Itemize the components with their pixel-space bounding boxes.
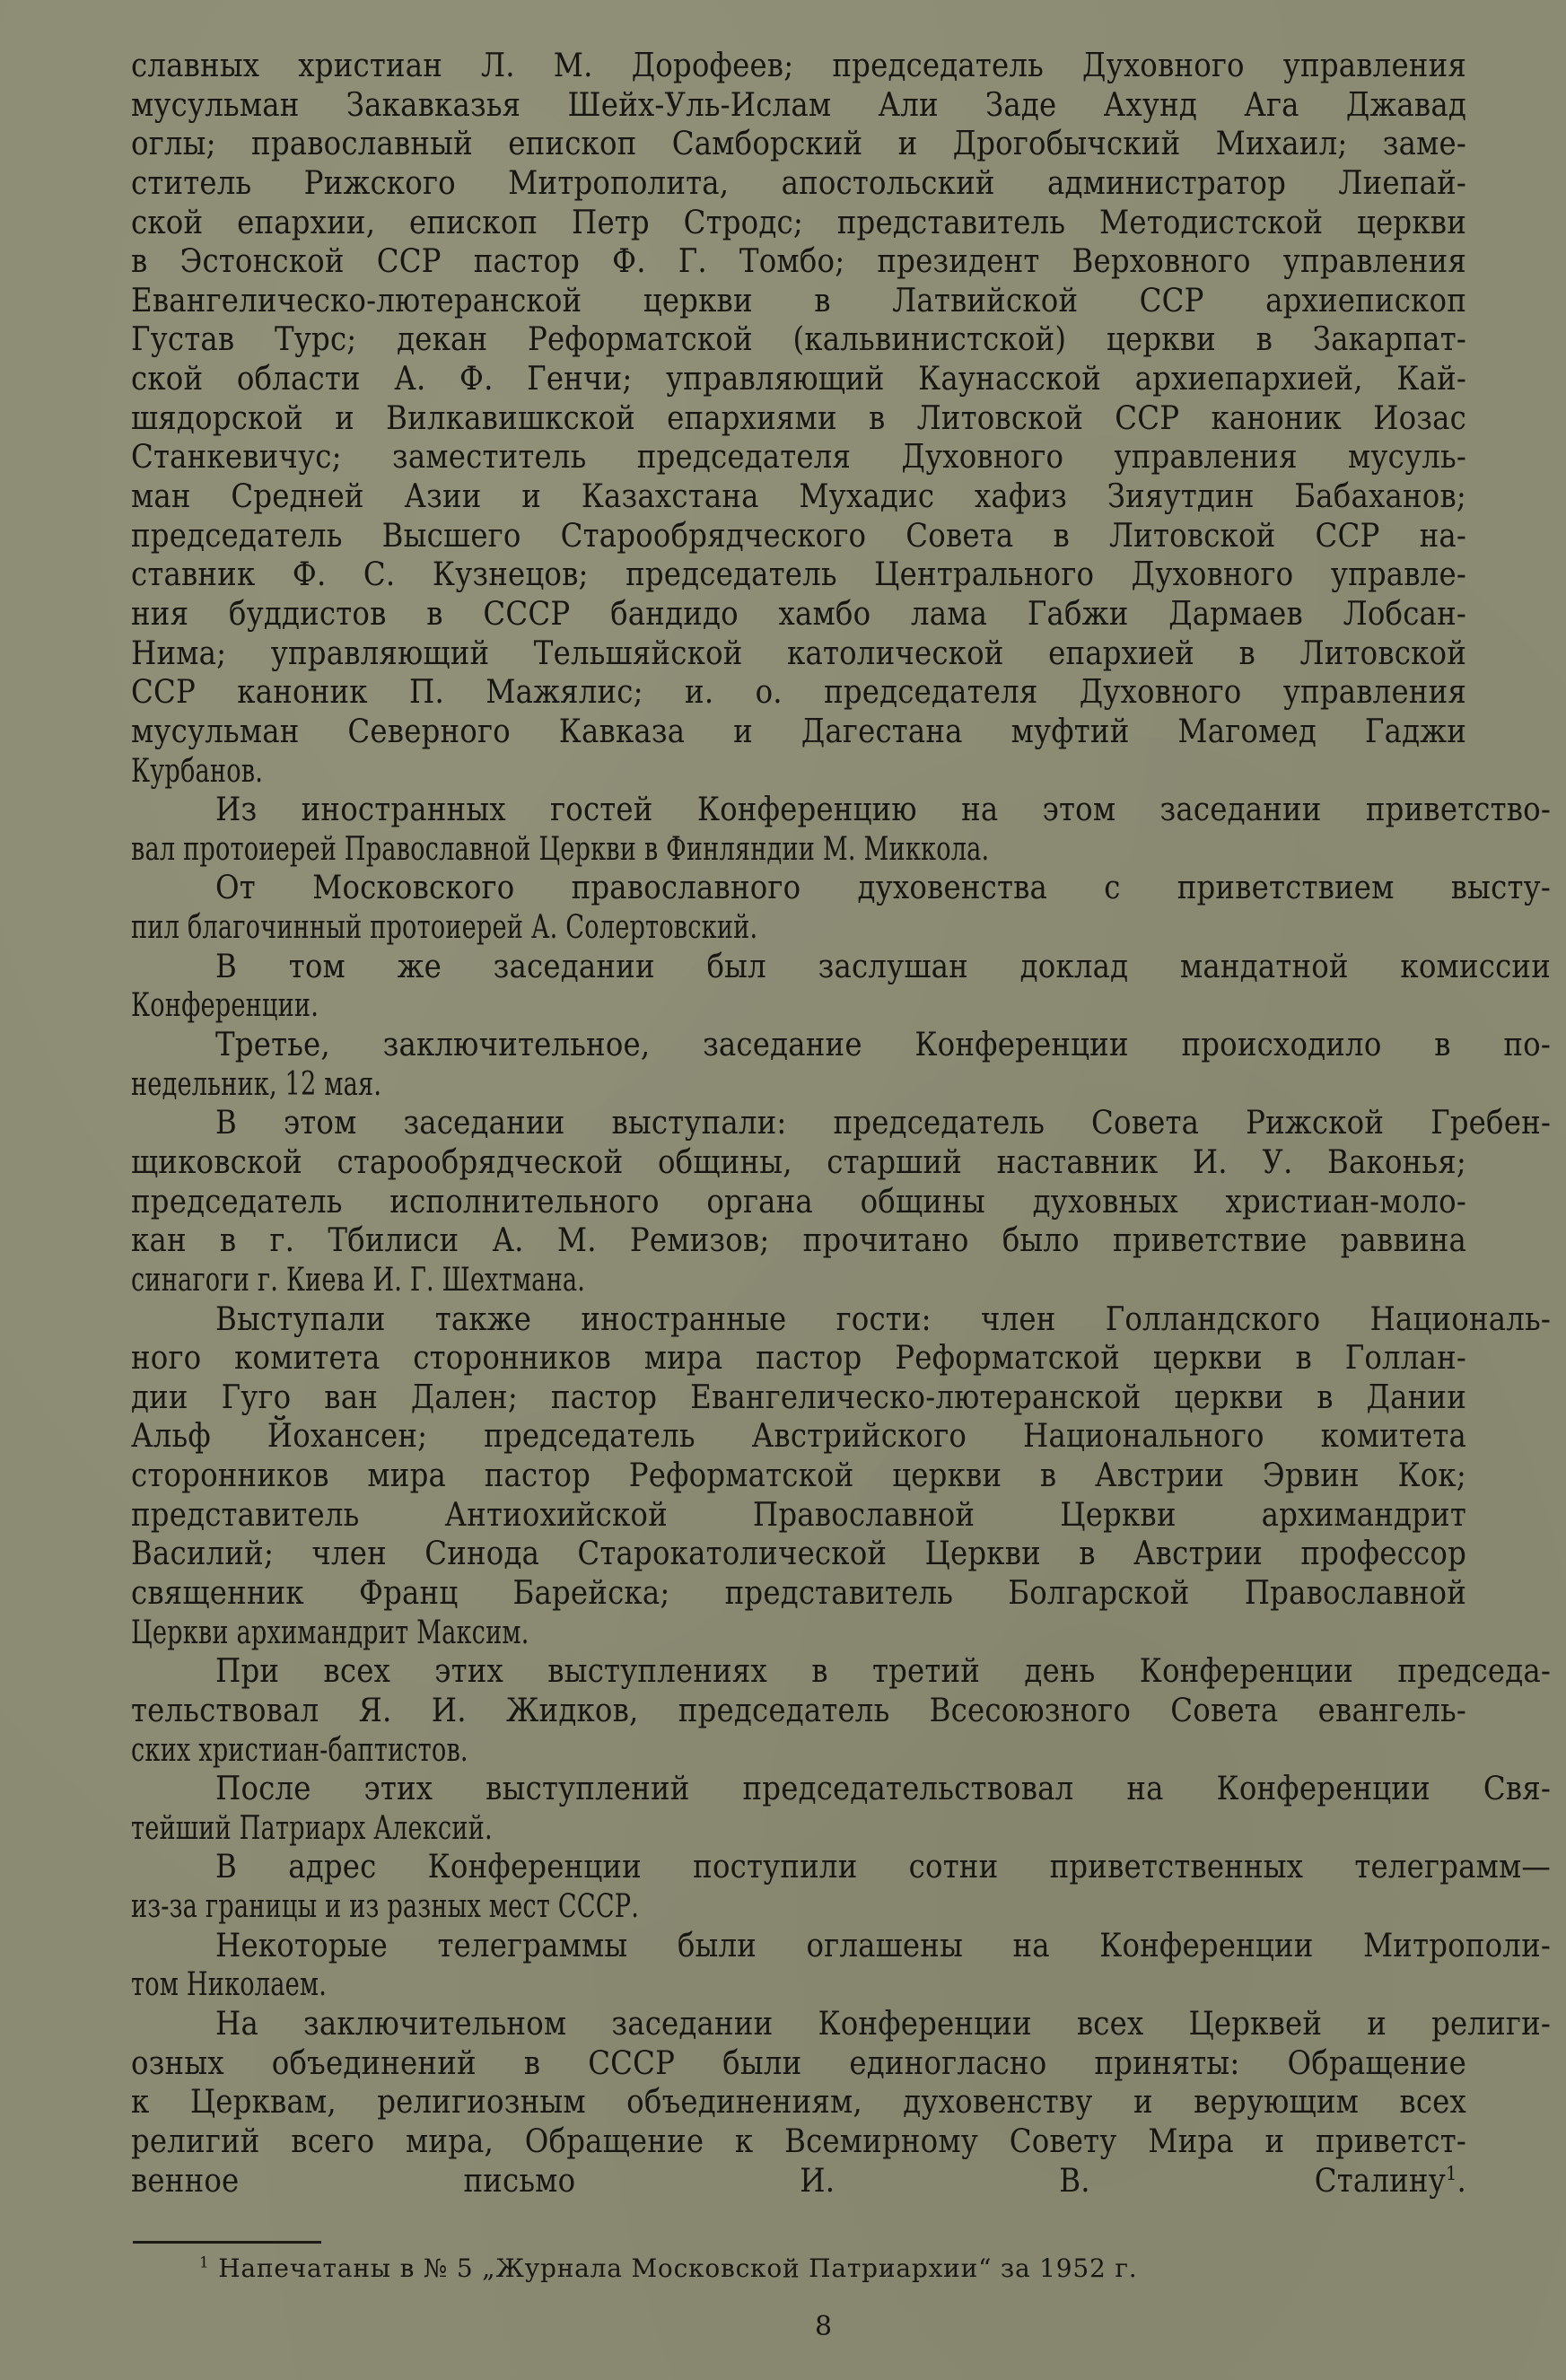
text-line <box>131 204 1466 243</box>
footnote-text: Напечатаны в № 5 „Журнала Московской Патриархии“ за 1952 г. <box>218 2253 1138 2283</box>
text-line <box>131 1614 1466 1653</box>
period: . <box>1457 2162 1466 2200</box>
text-line <box>131 752 1466 792</box>
text-line <box>131 47 1466 86</box>
text-line <box>131 242 1466 282</box>
text-line <box>131 282 1466 321</box>
text-line <box>131 1417 1466 1457</box>
text-line <box>131 830 1466 870</box>
footnote-marker: 1 <box>199 2253 210 2271</box>
text-line <box>131 477 1466 517</box>
line-text: недельник, 12 мая. <box>131 1065 382 1103</box>
paragraph-first-line <box>131 1927 1551 1966</box>
line-text: дии Гуго ван Дален; пастор Евангелическо-лютеранской церкви в Дании <box>131 1378 1466 1416</box>
line-text: из-за границы и из разных мест СССР. <box>131 1888 640 1926</box>
line-text: ного комитета сторонников мира пастор Реформатской церкви в Голлан- <box>131 1340 1466 1378</box>
text-line <box>131 1378 1466 1418</box>
text-line <box>131 1143 1466 1183</box>
line-text: председатель Высшего Старообрядческого Совета в Литовской ССР на- <box>131 517 1466 555</box>
text-line <box>131 2083 1466 2122</box>
paragraph-first-line <box>131 1104 1551 1143</box>
line-text: Церкви архимандрит Максим. <box>131 1614 529 1651</box>
paragraph-first-line <box>131 869 1551 908</box>
text-line <box>131 1731 1466 1771</box>
line-text: После этих выступлений председательствовал на Конференции Свя- <box>215 1771 1551 1808</box>
text-line <box>131 125 1466 164</box>
line-text: Станкевичус; заместитель председателя Духовного управления мусуль- <box>131 439 1466 477</box>
line-text: щиковской старообрядческой общины, старший наставник И. У. Ваконья; <box>131 1143 1466 1181</box>
text-line <box>131 1065 1466 1105</box>
text-line <box>131 1965 1466 2005</box>
text-line <box>131 1221 1466 1261</box>
text-line <box>131 595 1466 634</box>
text-line <box>131 1183 1466 1222</box>
line-text: Альф Йохансен; председатель Австрийского Национального комитета <box>131 1418 1466 1456</box>
text-line <box>131 517 1466 556</box>
line-text: ССР каноник П. Мажялис; и. о. председателя Духовного управления <box>131 674 1466 712</box>
line-text: кан в г. Тбилиси А. М. Ремизов; прочитано было приветствие раввина <box>131 1222 1466 1260</box>
line-text: Нима; управляющий Тельшяйской католической епархией в Литовской <box>131 634 1466 672</box>
page-number: 8 <box>815 2311 833 2342</box>
line-text: тельствовал Я. И. Жидков, председатель Всесоюзного Совета евангель- <box>131 1692 1466 1729</box>
text-line <box>131 360 1466 399</box>
line-text: Густав Турс; декан Реформатской (кальвинистской) церкви в Закарпат- <box>131 321 1466 359</box>
line-text: В адрес Конференции поступили сотни приветственных телеграмм— <box>215 1849 1551 1886</box>
line-text: ской епархии, епископ Петр Стродс; представитель Методистской церкви <box>131 204 1466 241</box>
paragraph-first-line <box>131 1848 1551 1887</box>
paragraph-first-line <box>131 1652 1551 1692</box>
text-line <box>131 673 1466 713</box>
text-line <box>131 2122 1466 2162</box>
paragraph-first-line <box>131 1026 1551 1065</box>
line-text: ской области А. Ф. Генчи; управляющий Каунасской архиепархией, Кай- <box>131 361 1466 398</box>
text-line <box>131 438 1466 477</box>
text-line <box>131 908 1466 948</box>
line-text: Курбанов. <box>131 752 264 790</box>
line-text: представитель Антиохийской Православной Церкви архимандрит <box>131 1496 1466 1534</box>
text-line <box>131 1339 1466 1378</box>
line-text: сторонников мира пастор Реформатской церкви в Австрии Эрвин Кок; <box>131 1457 1466 1495</box>
text-line <box>131 399 1466 439</box>
line-text: оглы; православный епископ Самборский и Дрогобычский Михаил; заме- <box>131 126 1466 163</box>
text-line <box>131 2162 1466 2201</box>
text-line <box>131 986 1466 1026</box>
line-text: венное письмо И. В. Сталину <box>131 2162 1446 2200</box>
line-text: председатель исполнительного органа общины духовных христиан-моло- <box>131 1183 1466 1221</box>
footnote <box>199 2249 1138 2288</box>
text-line <box>131 1887 1466 1927</box>
paragraph-first-line <box>131 1300 1551 1340</box>
text-line <box>131 1692 1466 1731</box>
line-text: мусульман Северного Кавказа и Дагестана муфтий Магомед Гаджи <box>131 713 1466 750</box>
line-text: тейший Патриарх Алексий. <box>131 1809 493 1847</box>
body-text <box>131 47 1551 2201</box>
line-text: Из иностранных гостей Конференцию на этом заседании приветство- <box>215 792 1551 829</box>
line-text: озных объединений в СССР были единогласно приняты: Обращение <box>131 2044 1466 2082</box>
line-text: священник Франц Барейска; представитель Болгарской Православной <box>131 1574 1466 1612</box>
text-line <box>131 1535 1466 1574</box>
text-line <box>131 713 1466 752</box>
line-text: Третье, заключительное, заседание Конференции происходило в по- <box>215 1027 1551 1064</box>
line-text: ман Средней Азии и Казахстана Мухадис хафиз Зияутдин Бабаханов; <box>131 478 1466 516</box>
text-line <box>131 164 1466 204</box>
text-line <box>131 86 1466 126</box>
line-text: На заключительном заседании Конференции всех Церквей и религи- <box>215 2006 1551 2043</box>
line-text: религий всего мира, Обращение к Всемирному Совету Мира и приветст- <box>131 2122 1466 2160</box>
line-text: славных христиан Л. М. Дорофеев; председатель Духовного управления <box>131 48 1466 84</box>
line-text: ских христиан-баптистов. <box>131 1731 468 1769</box>
line-text: пил благочинный протоиерей А. Солертовский. <box>131 909 758 947</box>
line-text: В этом заседании выступали: председатель Совета Рижской Гребен- <box>215 1105 1551 1142</box>
line-text: Выступали также иностранные гости: член Голландского Националь- <box>215 1300 1551 1338</box>
line-text: синагоги г. Киева И. Г. Шехтмана. <box>131 1261 586 1299</box>
text-line <box>131 1496 1466 1536</box>
line-text: Василий; член Синода Старокатолической Церкви в Австрии профессор <box>131 1536 1466 1573</box>
line-text: в Эстонской ССР пастор Ф. Г. Томбо; президент Верховного управления <box>131 243 1466 281</box>
line-text: шядорской и Вилкавишкской епархиями в Литовской ССР каноник Иозас <box>131 399 1466 437</box>
text-line <box>131 1261 1466 1300</box>
paragraph-first-line <box>131 948 1551 987</box>
footnote-reference: 1 <box>1445 2162 1457 2185</box>
line-text: ния буддистов в СССР бандидо хамбо лама Габжи Дармаев Лобсан- <box>131 595 1466 633</box>
line-text: Конференции. <box>131 987 319 1025</box>
paragraph-first-line <box>131 1770 1551 1809</box>
text-line <box>131 1457 1466 1496</box>
paragraph-first-line <box>131 791 1551 830</box>
text-line <box>131 556 1466 595</box>
line-text: ставник Ф. С. Кузнецов; председатель Центрального Духовного управле- <box>131 556 1466 594</box>
paragraph-first-line <box>131 2005 1551 2044</box>
line-text: Некоторые телеграммы были оглашены на Конференции Митрополи- <box>215 1927 1551 1964</box>
text-line <box>131 634 1466 674</box>
line-text: вал протоиерей Православной Церкви в Финляндии М. Миккола. <box>131 830 990 868</box>
document-page <box>131 47 1551 2201</box>
text-line <box>131 1574 1466 1614</box>
line-text: к Церквам, религиозным объединениям, духовенству и верующим всех <box>131 2084 1466 2122</box>
line-text: ститель Рижского Митрополита, апостольский администратор Лиепай- <box>131 164 1466 202</box>
text-line <box>131 1809 1466 1849</box>
line-text: том Николаем. <box>131 1966 328 2004</box>
footnote-divider <box>133 2241 321 2244</box>
line-text: В том же заседании был заслушан доклад мандатной комиссии <box>215 948 1551 985</box>
text-line <box>131 2044 1466 2084</box>
line-text: мусульман Закавказья Шейх-Уль-Ислам Али Заде Ахунд Ага Джавад <box>131 86 1466 124</box>
text-line <box>131 320 1466 360</box>
line-text: От Московского православного духовенства с приветствием высту- <box>215 870 1551 907</box>
line-text: Евангелическо-лютеранской церкви в Латвийской ССР архиепископ <box>131 282 1466 319</box>
line-text: При всех этих выступлениях в третий день Конференции председа- <box>215 1653 1551 1691</box>
